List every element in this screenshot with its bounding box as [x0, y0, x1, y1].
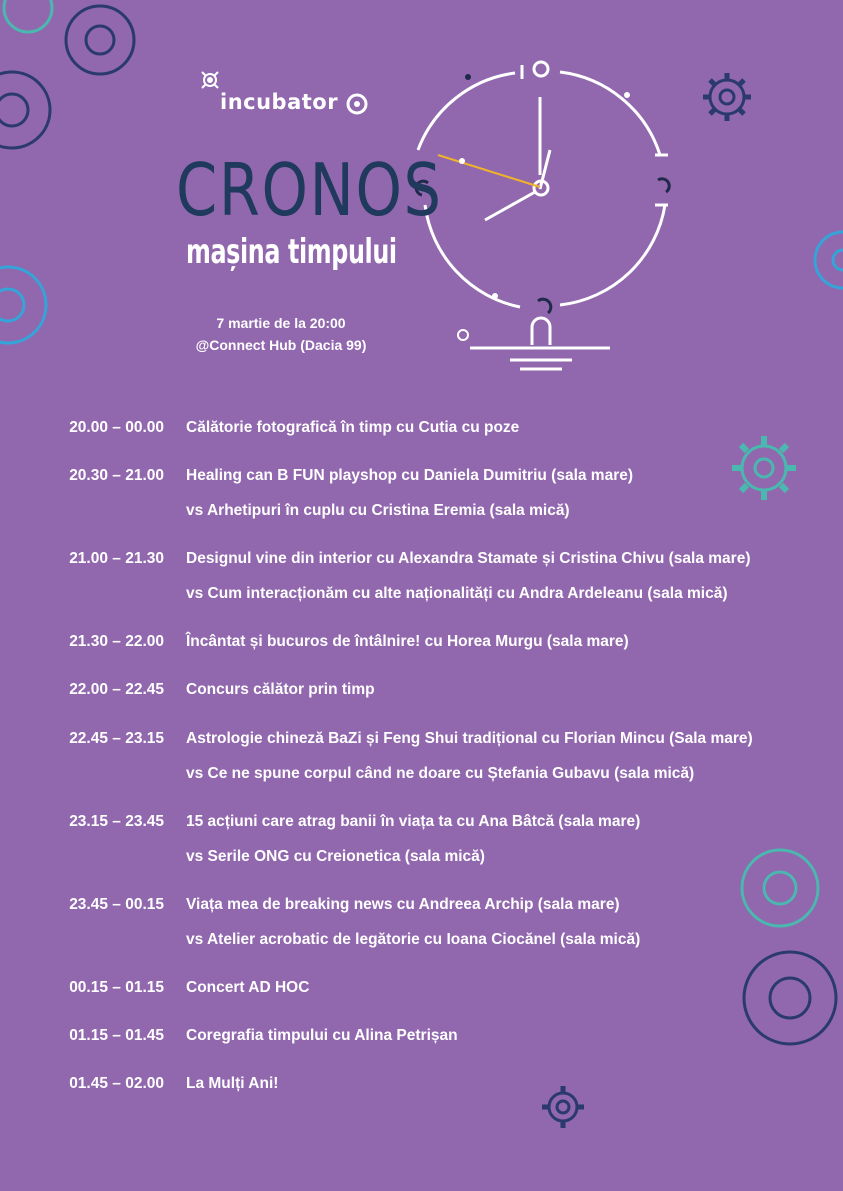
schedule-time: 21.00 – 21.30	[69, 550, 164, 567]
schedule-time: 23.15 – 23.45	[69, 813, 164, 830]
schedule-line: Încântat și bucuros de întâlnire! cu Horea Murgu (sala mare)	[186, 633, 629, 650]
schedule-time: 20.00 – 00.00	[69, 419, 164, 436]
schedule-line: Healing can B FUN playshop cu Daniela Dumitriu (sala mare)	[186, 467, 634, 484]
schedule-time: 20.30 – 21.00	[69, 467, 164, 484]
schedule-line: vs Atelier acrobatic de legătorie cu Ioana Ciocănel (sala mică)	[186, 931, 641, 948]
gear-small-bottom-icon	[540, 1084, 586, 1130]
schedule-time: 01.15 – 01.45	[69, 1027, 164, 1044]
schedule-line: vs Ce ne spune corpul când ne doare cu Ștefania Gubavu (sala mică)	[186, 765, 695, 782]
schedule-time: 23.45 – 00.15	[69, 896, 164, 913]
gear-teal-middle-icon	[728, 432, 800, 504]
schedule-line: Concert AD HOC	[186, 979, 310, 996]
schedule-line: Designul vine din interior cu Alexandra Stamate și Cristina Chivu (sala mare)	[186, 550, 751, 567]
page-subtitle: mașina timpului	[186, 232, 397, 272]
schedule-line: Concurs călător prin timp	[186, 681, 375, 698]
gear-small-top-right-icon	[700, 70, 754, 124]
schedule-time: 21.30 – 22.00	[69, 633, 164, 650]
schedule-line: Astrologie chineză BaZi și Feng Shui tradițional cu Florian Mincu (Sala mare)	[186, 730, 753, 747]
page-title: CRONOS	[176, 148, 443, 232]
event-location: @Connect Hub (Dacia 99)	[195, 337, 367, 353]
gear-right-blue-icon	[805, 220, 843, 300]
schedule-line: Călătorie fotografică în timp cu Cutia cu poze	[186, 419, 520, 436]
logo-text: incubator	[220, 90, 339, 114]
schedule-line: La Mulți Ani!	[186, 1075, 279, 1092]
gear-cluster-bottom-right-icon	[720, 838, 843, 1068]
schedule-line: Coregrafia timpului cu Alina Petrișan	[186, 1027, 458, 1044]
schedule-line: vs Cum interacționăm cu alte naționalități cu Andra Ardeleanu (sala mică)	[186, 585, 728, 602]
logo-mark-icon	[345, 92, 369, 116]
schedule-line: Viața mea de breaking news cu Andreea Archip (sala mare)	[186, 896, 620, 913]
schedule-line: 15 acțiuni care atrag banii în viața ta cu Ana Bâtcă (sala mare)	[186, 813, 641, 830]
gear-cluster-top-left-icon	[0, 0, 170, 170]
schedule-time: 22.45 – 23.15	[69, 730, 164, 747]
schedule-time: 00.15 – 01.15	[69, 979, 164, 996]
schedule-time: 01.45 – 02.00	[69, 1075, 164, 1092]
event-info	[176, 312, 386, 356]
schedule-time: 22.00 – 22.45	[69, 681, 164, 698]
schedule-line: vs Serile ONG cu Creionetica (sala mică)	[186, 848, 485, 865]
schedule-line: vs Arhetipuri în cuplu cu Cristina Eremia (sala mică)	[186, 502, 570, 519]
gear-left-blue-icon	[0, 250, 60, 360]
event-date: 7 martie de la 20:00	[216, 315, 346, 331]
clock-icon	[410, 55, 680, 385]
